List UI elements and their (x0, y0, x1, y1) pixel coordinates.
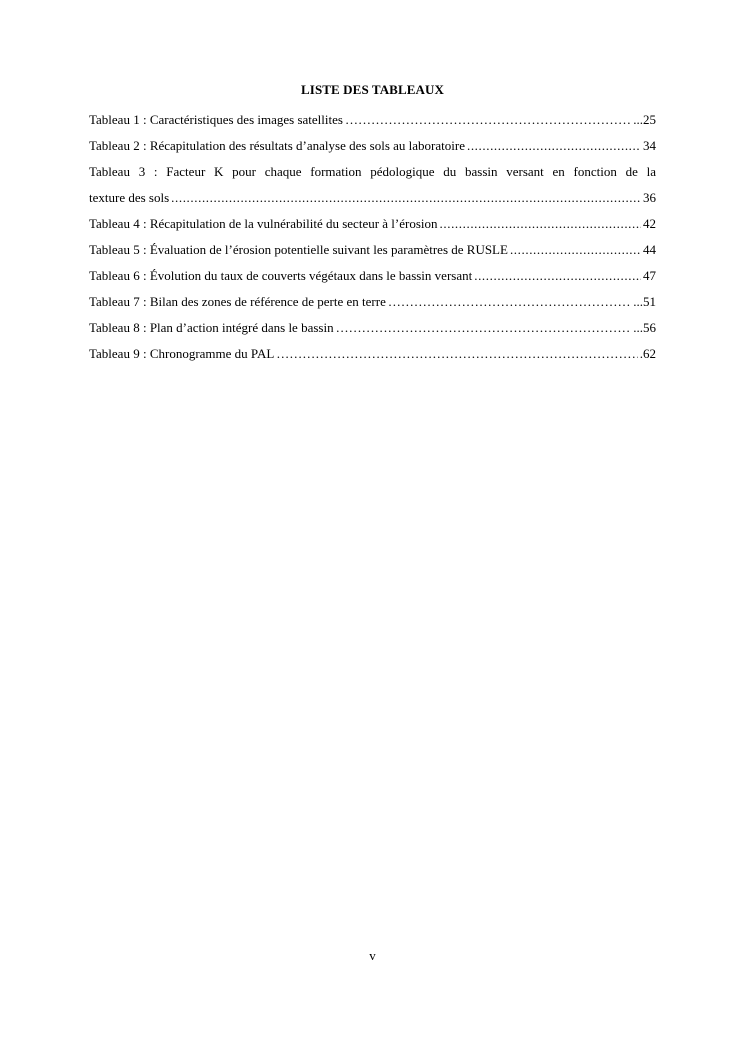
list-item (89, 159, 656, 211)
entry-page: 36 (643, 190, 656, 205)
entry-page: 34 (643, 138, 656, 153)
dot-leader (345, 107, 631, 133)
entry-label-line2: texture des sols (89, 190, 170, 205)
dot-leader (388, 289, 631, 315)
entry-label: Tableau 1 : Caractéristiques des images satellites (89, 112, 343, 127)
list-item (89, 237, 656, 263)
dot-leader (474, 263, 641, 289)
entry-page: ...56 (633, 320, 656, 335)
entry-label: Tableau 5 : Évaluation de l’érosion potentielle suivant les paramètres de RUSLE (89, 242, 508, 257)
list-item (89, 289, 656, 315)
entry-page: 47 (643, 268, 656, 283)
dot-leader (510, 237, 641, 263)
entry-label: Tableau 8 : Plan d’action intégré dans le bassin (89, 320, 334, 335)
entry-page: .62 (639, 346, 656, 361)
entry-page: 44 (643, 242, 656, 257)
list-item (89, 211, 656, 237)
page-number: v (369, 948, 376, 963)
entry-label: Tableau 9 : Chronogramme du PAL (89, 346, 275, 361)
entry-label: Tableau 7 : Bilan des zones de référence de perte en terre (89, 294, 386, 309)
dot-leader (467, 133, 641, 159)
entry-label: Tableau 4 : Récapitulation de la vulnérabilité du secteur à l’érosion (89, 216, 438, 231)
dot-leader (171, 185, 641, 211)
entry-label: Tableau 2 : Récapitulation des résultats d’analyse des sols au laboratoire (89, 138, 465, 153)
page-title: LISTE DES TABLEAUX (301, 82, 444, 97)
entry-page: 42 (643, 216, 656, 231)
list-item (89, 263, 656, 289)
entry-label: Tableau 6 : Évolution du taux de couverts végétaux dans le bassin versant (89, 268, 473, 283)
list-item (89, 133, 656, 159)
table-list (89, 107, 656, 367)
entry-label-line1: Tableau 3 : Facteur K pour chaque formation pédologique du bassin versant en fonction de la (89, 164, 656, 179)
list-item (89, 107, 656, 133)
list-item (89, 315, 656, 341)
dot-leader (336, 315, 632, 341)
entry-page: ...51 (633, 294, 656, 309)
entry-page: ...25 (633, 112, 656, 127)
list-item (89, 341, 656, 367)
dot-leader (440, 211, 641, 237)
dot-leader (276, 341, 637, 367)
